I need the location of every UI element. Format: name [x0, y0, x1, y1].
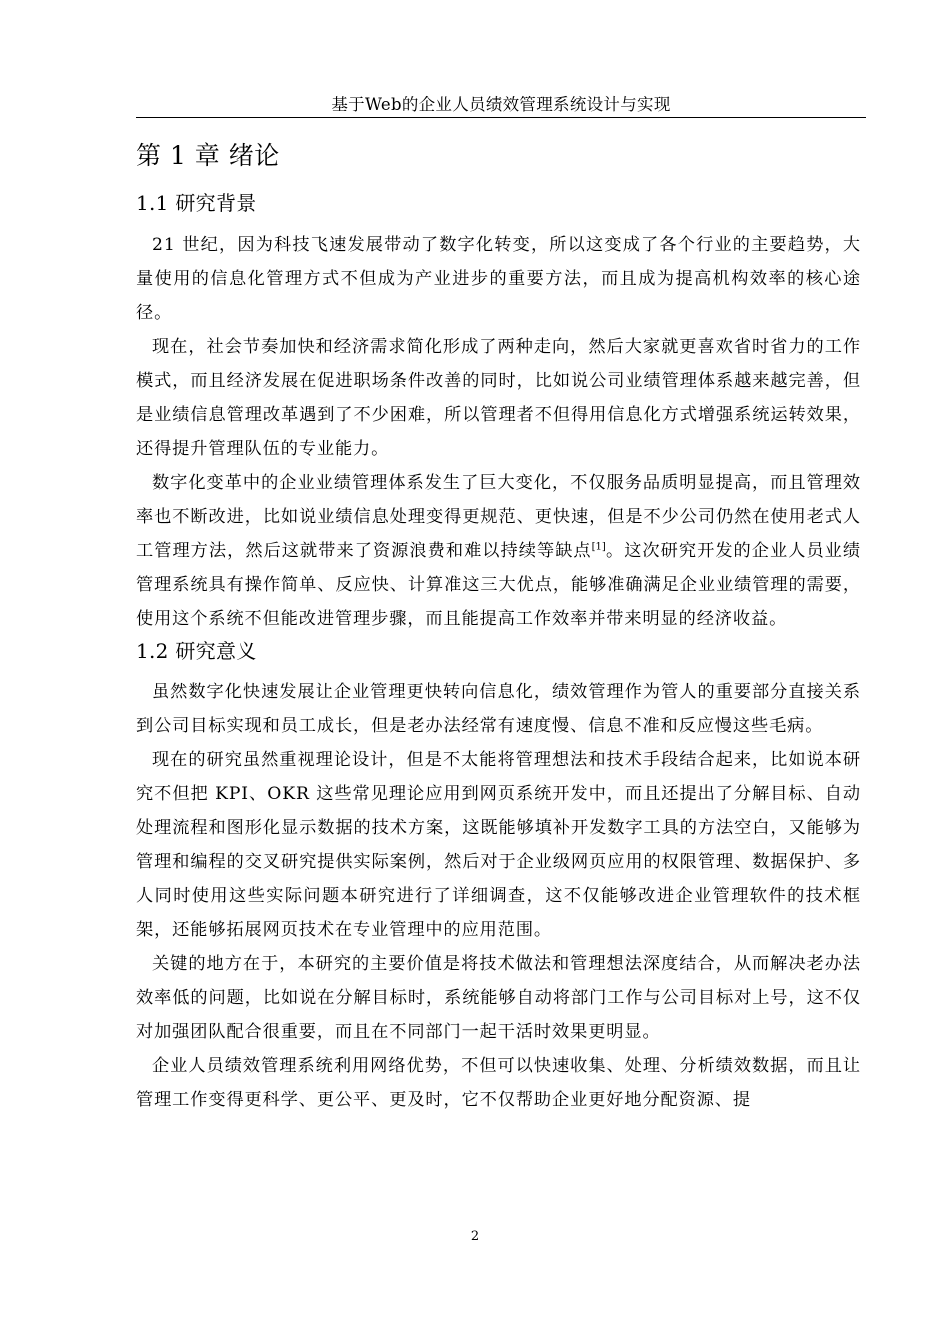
paragraph: 关键的地方在于，本研究的主要价值是将技术做法和管理想法深度结合，从而解决老办法效率低的问题，比如说在分解目标时，系统能够自动将部门工作与公司目标对上号，这不仅对加强团队配合很重要，而且在不同部门一起干活时效果更明显。	[136, 954, 861, 1042]
chapter-title: 第 1 章 绪论	[136, 141, 280, 170]
paragraph: 现在，社会节奏加快和经济需求简化形成了两种走向，然后大家就更喜欢省时省力的工作模式，而且经济发展在促进职场条件改善的同时，比如说公司业绩管理体系越来越完善，但是业绩信息管理改革遇到了不少困难，所以管理者不但得用信息化方式增强系统运转效果，还得提升管理队伍的专业能力。	[136, 337, 861, 459]
paragraph: 企业人员绩效管理系统利用网络优势，不但可以快速收集、处理、分析绩效数据，而且让管理工作变得更科学、更公平、更及时，它不仅帮助企业更好地分配资源、提	[136, 1056, 861, 1110]
citation-marker: [1]	[591, 541, 606, 553]
running-header: 基于Web的企业人员绩效管理系统设计与实现	[331, 95, 671, 114]
paragraph-text: 数字化变革中的企业业绩管理体系发生了巨大变化，不仅服务品质明显提高，而且管理效率也不断改进，比如说业绩信息处理变得更规范、更快速，但是不少公司仍然在使用老式人工管理方法，然后这就带来了资源浪费和难以持续等缺点	[136, 473, 861, 561]
page-number: 2	[470, 1229, 480, 1244]
header-rule	[136, 117, 866, 118]
page-body	[136, 128, 861, 1117]
paragraph-with-citation	[136, 466, 861, 636]
paragraph-text: 。这次研究开发的企业人员业绩管理系统具有操作简单、反应快、计算准这三大优点，能够准确满足企业业绩管理的需要，使用这个系统不但能改进管理步骤，而且能提高工作效率并带来明显的经济收益。	[136, 541, 861, 629]
section-heading-background: 1.1 研究背景	[136, 191, 257, 215]
paragraph: 21 世纪，因为科技飞速发展带动了数字化转变，所以这变成了各个行业的主要趋势，大量使用的信息化管理方式不但成为产业进步的重要方法，而且成为提高机构效率的核心途径。	[136, 235, 861, 323]
paragraph: 虽然数字化快速发展让企业管理更快转向信息化，绩效管理作为管人的重要部分直接关系到公司目标实现和员工成长，但是老办法经常有速度慢、信息不准和反应慢这些毛病。	[136, 682, 861, 736]
section-heading-significance: 1.2 研究意义	[136, 639, 257, 663]
paragraph: 现在的研究虽然重视理论设计，但是不太能将管理想法和技术手段结合起来，比如说本研究不但把 KPI、OKR 这些常见理论应用到网页系统开发中，而且还提出了分解目标、自动处理流程和图形化显示数据的技术方案，这既能够填补开发数字工具的方法空白，又能够为管理和编程的交叉研究提供实际案例，然后对于企业级网页应用的权限管理、数据保护、多人同时使用这些实际问题本研究进行了详细调查，这不仅能够改进企业管理软件的技术框架，还能够拓展网页技术在专业管理中的应用范围。	[136, 750, 861, 940]
